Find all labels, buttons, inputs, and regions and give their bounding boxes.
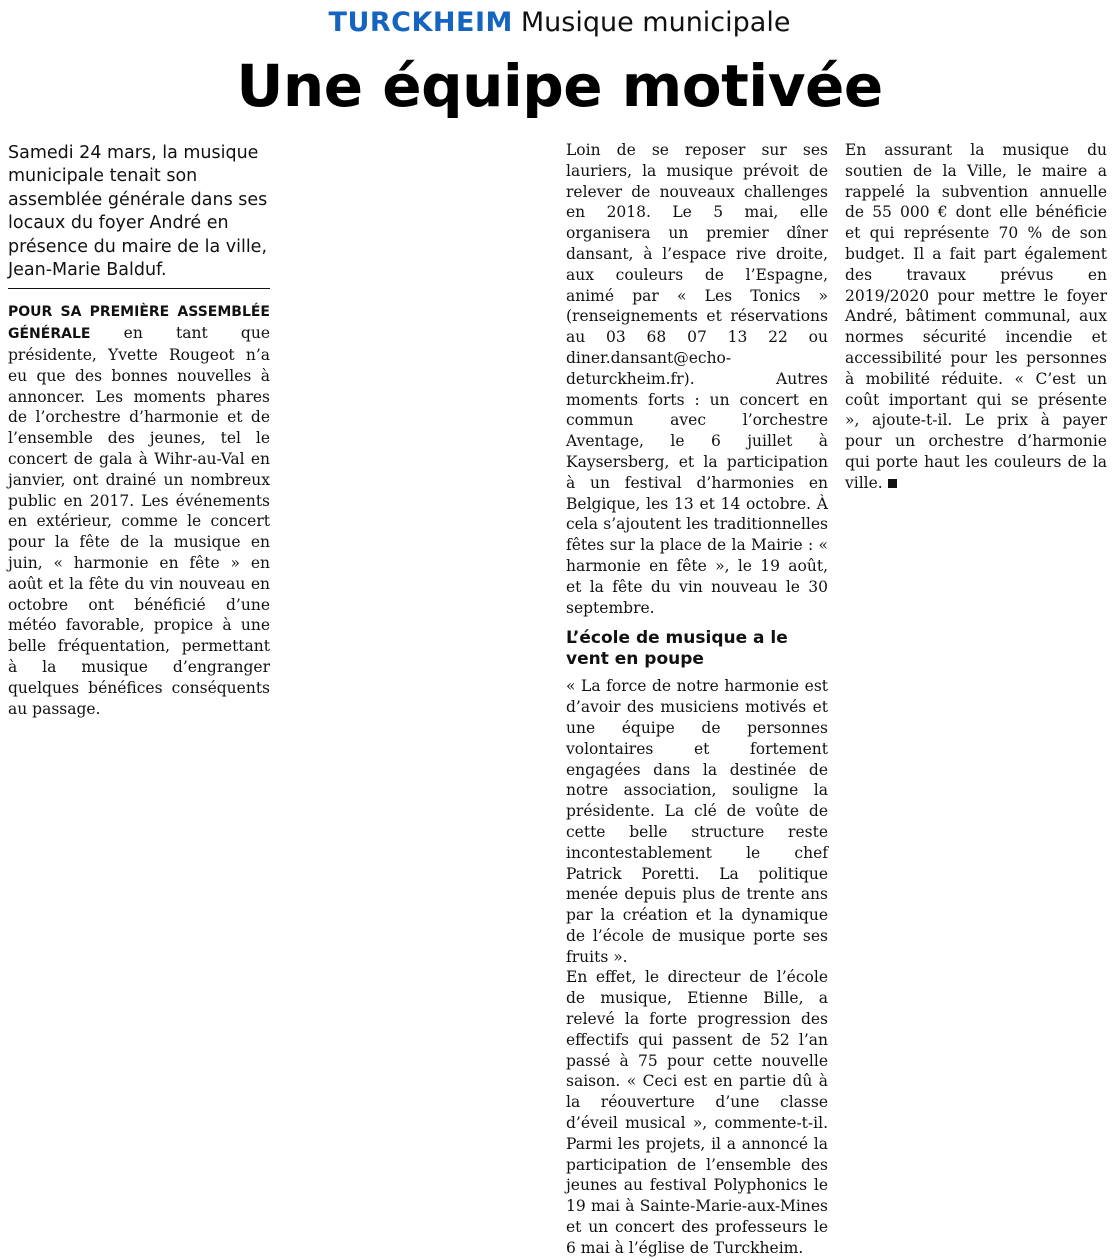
subheading: L’école de musique a le vent en poupe (566, 628, 788, 670)
kicker (0, 6, 1119, 40)
paragraph-3: « La force de notre harmonie est d’avoir des musiciens motivés et une équipe de personnes volontaires et fortement engagées dans la destinée de notre association, souligne la présidente. La clé de voûte de cette belle structure reste incontestablement le chef Patrick Poretti. La politique menée depuis plus de trente ans par la création et la dynamique de l’école de musique porte ses fruits ». (566, 677, 828, 966)
location-label: TURCKHEIM (328, 7, 513, 38)
rubric-label: Musique municipale (520, 7, 791, 38)
paragraph-2: Loin de se reposer sur ses lauriers, la musique prévoit de relever de nouveaux challenges en 2018. Le 5 mai, elle organisera un premier dîner dansant, à l’espace rive droite, aux couleurs de l’Espagne, animé par « Les Tonics » (renseignements et réservations au 03 68 07 13 22 ou diner.dansant@echo-deturckheim.fr). Autres moments forts : un concert en commun avec l’orchestre Aventage, le 6 juillet à Kaysersberg, et la participation à un festival d’harmonies en Belgique, les 13 et 14 octobre. À cela s’ajoutent les traditionnelles fêtes sur la place de la Mairie : « harmonie en fête », le 19 août, et la fête du vin nouveau le 30 septembre. (566, 141, 828, 617)
paragraph-1 (8, 301, 270, 719)
headline: Une équipe motivée (236, 52, 883, 120)
column-4 (845, 140, 1107, 640)
end-mark-icon (888, 479, 897, 488)
paragraph-5 (845, 140, 1107, 494)
paragraph-4: En effet, le directeur de l’école de musique, Etienne Bille, a relevé la forte progression des effectifs qui passent de 52 l’an passé à 75 pour cette nouvelle saison. « Ceci est en partie dû à la réouverture d’une classe d’éveil musical », commente-t-il. Parmi les projets, il a annoncé la participation de l’ensemble des jeunes au festival Polyphonics le 19 mai à Sainte-Marie-aux-Mines et un concert des professeurs le 6 mai à l’église de Turckheim. (566, 968, 828, 1257)
paragraph-5-text: En assurant la musique du soutien de la Ville, le maire a rappelé la subvention annuelle de 55 000 € dont elle bénéficie et qui représente 70 % de son budget. Il a fait part également des travaux prévus en 2019/2020 pour mettre le foyer André, bâtiment communal, aux normes sécurité incendie et accessibilité pour les personnes à mobilité réduite. « C’est un coût important qui se présente », ajoute-t-il. Le prix à payer pour un orchestre d’harmonie qui porte haut les couleurs de la ville. (845, 141, 1107, 492)
chapo: Samedi 24 mars, la musique municipale tenait son assemblée générale dans ses locaux du foyer André en présence du maire de la ville, Jean-Marie Balduf. (8, 142, 270, 289)
lead-in: POUR SA PREMIÈRE ASSEMBLÉE GÉNÉRALE (8, 304, 270, 343)
column-2 (287, 140, 549, 640)
paragraph-1-text: en tant que présidente, Yvette Rougeot n’a eu que des bonnes nouvelles à annoncer. Les moments phares de l’orchestre d’harmonie et de l’ensemble des jeunes, tel le concert de gala à Wihr-au-Val en janvier, ont drainé un nombreux public en 2017. Les événements en extérieur, comme le concert pour la fête de la musique en juin, « harmonie en fête » en août et la fête du vin nouveau en octobre ont bénéficié d’une météo favorable, propice à une belle fréquentation, permettant à la musique d’engranger quelques bénéfices conséquents au passage. (8, 324, 270, 718)
column-3 (566, 140, 828, 1257)
column-1 (8, 140, 270, 718)
